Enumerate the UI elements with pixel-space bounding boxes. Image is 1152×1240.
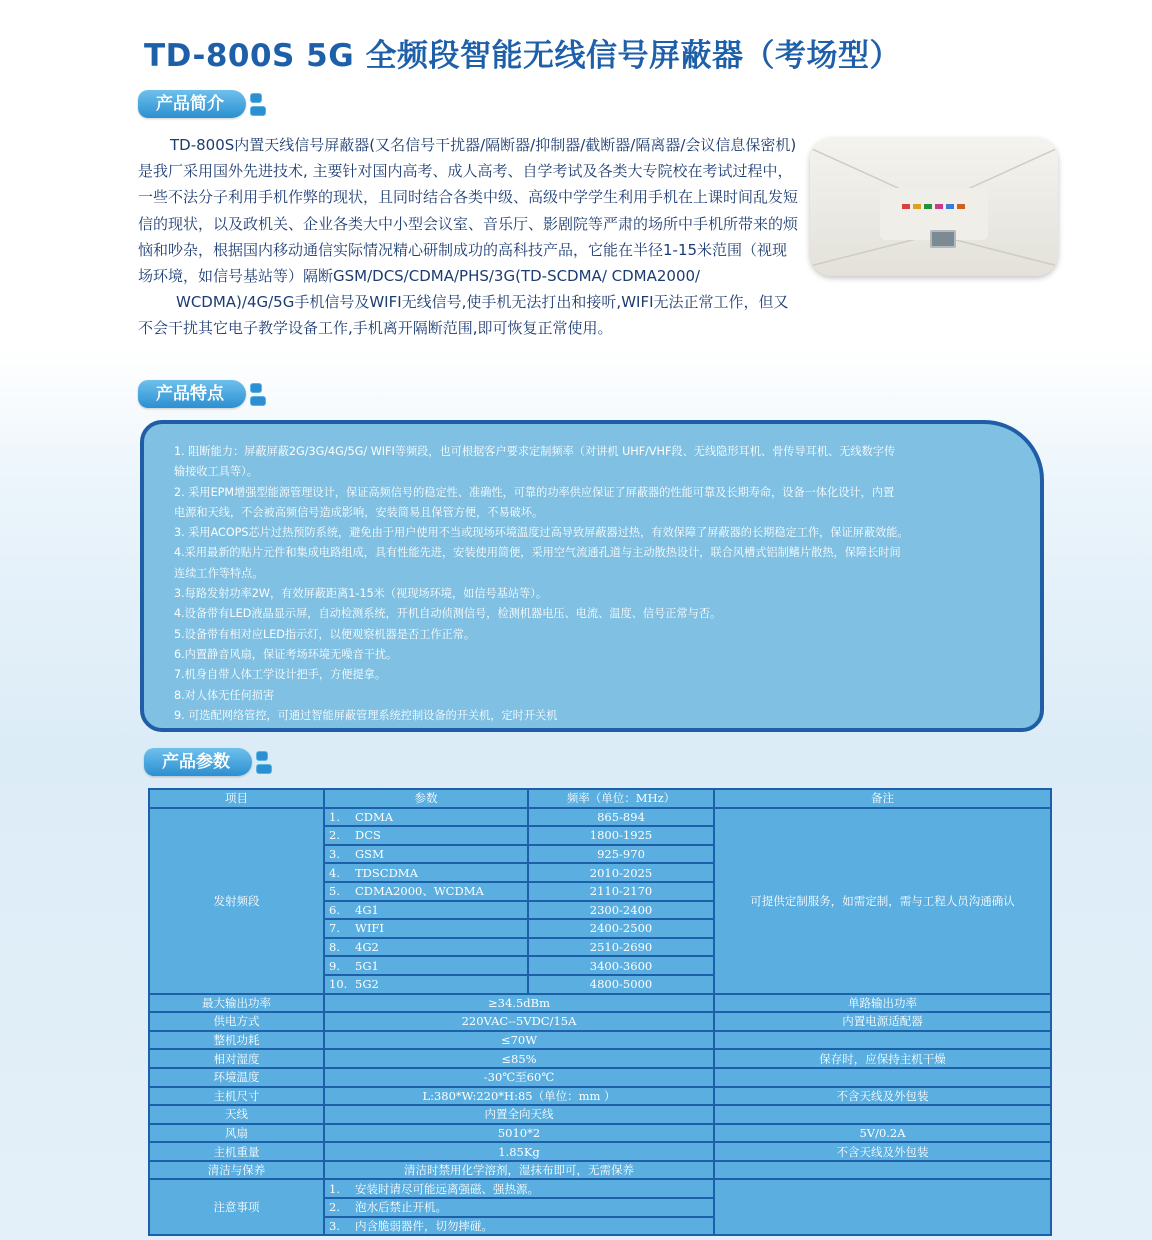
spec-item-cell: 最大输出功率: [149, 994, 324, 1013]
tab-decoration-icon: [250, 93, 266, 116]
spec-item-cell: 相对湿度: [149, 1049, 324, 1068]
band-number: 5.: [329, 884, 340, 899]
feature-item: 5.设备带有相对应LED指示灯，以便观察机器是否工作正常。: [174, 627, 476, 641]
band-param-cell: [324, 826, 528, 845]
feature-item: 1. 阻断能力：屏蔽屏蔽2G/3G/4G/5G/ WIFI等频段，也可根据客户要求定制频率（对讲机 UHF/VHF段、无线隐形耳机、骨传导耳机、无线数字传: [174, 445, 896, 458]
led-indicator: [913, 204, 921, 209]
section-label-params: 产品参数: [144, 748, 252, 776]
note-number: 2.: [329, 1200, 340, 1215]
band-frequency-cell: 865-894: [528, 808, 714, 827]
note-text: 内含脆弱器件，切勿摔碰。: [355, 1218, 493, 1233]
spec-item-cell: 清洁与保养: [149, 1161, 324, 1180]
spec-remark-cell: [714, 1031, 1051, 1050]
band-param-cell: [324, 863, 528, 882]
band-frequency-cell: 2510-2690: [528, 938, 714, 957]
spec-value-cell: 1.85Kg: [324, 1142, 714, 1161]
band-name: CDMA: [355, 809, 394, 824]
table-row: [149, 1105, 1051, 1124]
spec-remark-cell: 5V/0.2A: [714, 1124, 1051, 1143]
spec-value-cell: ≤85%: [324, 1049, 714, 1068]
feature-item: 8.对人体无任何损害: [174, 688, 275, 702]
feature-item: 4.采用最新的贴片元件和集成电路组成，具有性能先进，安装使用简便，采用空气流通孔道与主动散热设计，联合风槽式铝制鳍片散热，保障长时间: [174, 546, 901, 560]
note-cell: [324, 1217, 714, 1236]
header-frequency: 频率（单位：MHz）: [528, 789, 714, 808]
table-row: [149, 1087, 1051, 1106]
table-row: [149, 1142, 1051, 1161]
intro-paragraph-continued: WCDMA)/4G/5G手机信号及WIFI无线信号,使手机无法打出和接听,WIFI无法正常工作，但又不会干扰其它电子教学设备工作,手机离开隔断范围,即可恢复正常使用。: [138, 293, 789, 338]
band-number: 7.: [329, 921, 340, 936]
note-cell: [324, 1198, 714, 1217]
section-label-intro: 产品简介: [138, 90, 246, 118]
band-number: 2.: [329, 828, 340, 843]
feature-item: 电源和天线，不会被高频信号造成影响，安装简易且保管方便，不易破坏。: [174, 505, 544, 519]
band-frequency-cell: 2300-2400: [528, 901, 714, 920]
band-number: 6.: [329, 902, 340, 917]
band-param-cell: [324, 845, 528, 864]
spec-remark-cell: [714, 1105, 1051, 1124]
section-tab-intro: [138, 90, 266, 118]
band-param-cell: [324, 808, 528, 827]
band-frequency-cell: 1800-1925: [528, 826, 714, 845]
spec-remark-cell: 不含天线及外包装: [714, 1142, 1051, 1161]
band-frequency-cell: 2400-2500: [528, 919, 714, 938]
spec-value-cell: ≥34.5dBm: [324, 994, 714, 1013]
spec-remark-cell: [714, 1068, 1051, 1087]
band-number: 9.: [329, 958, 340, 973]
band-name: 5G2: [355, 977, 379, 992]
spec-remark-cell: 不含天线及外包装: [714, 1087, 1051, 1106]
table-row: [149, 1124, 1051, 1143]
features-panel: [140, 420, 1044, 732]
spec-remark-cell: 内置电源适配器: [714, 1012, 1051, 1031]
spec-remark-cell: 单路输出功率: [714, 994, 1051, 1013]
table-row: [149, 1179, 1051, 1198]
led-indicator: [935, 204, 943, 209]
led-indicator: [902, 204, 910, 209]
band-param-cell: [324, 919, 528, 938]
feature-item: 4.设备带有LED液晶显示屏，自动检测系统，开机自动侦测信号，检测机器电压、电流、温度、信号正常与否。: [174, 607, 722, 621]
note-text: 泡水后禁止开机。: [355, 1200, 447, 1215]
spec-value-cell: 清洁时禁用化学溶剂，湿抹布即可，无需保养: [324, 1161, 714, 1180]
spec-item-cell: 风扇: [149, 1124, 324, 1143]
band-param-cell: [324, 956, 528, 975]
feature-item: 2. 采用EPM增强型能源管理设计，保证高频信号的稳定性、准确性，可靠的功率供应保证了屏蔽器的性能可靠及长期寿命，设备一体化设计，内置: [174, 485, 895, 499]
header-remark: 备注: [714, 789, 1051, 808]
band-label-cell: 发射频段: [149, 808, 324, 994]
band-param-cell: [324, 975, 528, 994]
spec-value-cell: -30℃至60℃: [324, 1068, 714, 1087]
band-name: CDMA2000、WCDMA: [355, 884, 484, 899]
spec-item-cell: 环境温度: [149, 1068, 324, 1087]
band-name: GSM: [355, 847, 384, 862]
spec-value-cell: 220VAC--5VDC/15A: [324, 1012, 714, 1031]
tab-decoration-icon: [250, 383, 266, 406]
spec-remark-cell: 保存时，应保持主机干燥: [714, 1049, 1051, 1068]
spec-item-cell: 主机重量: [149, 1142, 324, 1161]
led-indicator: [924, 204, 932, 209]
intro-paragraph: TD-800S内置天线信号屏蔽器(又名信号干扰器/隔断器/抑制器/截断器/隔离器/会议信息保密机)是我厂采用国外先进技术, 主要针对国内高考、成人高考、自学考试及各类大专院校在考试过程中，一些不法分子利用手机作弊的现状，且同时结合各类中级、高级中学学生利用手机在上课时间乱发短信的现状，以及政机关、企业各类大中小型会议室、音乐厅、影剧院等严肃的场所中手机所带来的烦恼和吵杂，根据国内移动通信实际情况精心研制成功的高科技产品，它能在半径1-15米范围（视现场环境，如信号基站等）隔断GSM/DCS/CDMA/PHS/3G(TD-SCDMA/ CDMA2000/: [138, 136, 799, 286]
led-indicator: [957, 204, 965, 209]
intro-text: [138, 132, 798, 342]
feature-item: 3.每路发射功率2W，有效屏蔽距离1-15米（视现场环境，如信号基站等）。: [174, 587, 548, 601]
note-text: 安装时请尽可能远离强磁、强热源。: [355, 1181, 539, 1196]
band-frequency-cell: 925-970: [528, 845, 714, 864]
page-title: TD-800S 5G 全频段智能无线信号屏蔽器（考场型）: [144, 38, 901, 74]
band-name: WIFI: [355, 921, 384, 936]
band-frequency-cell: 2110-2170: [528, 882, 714, 901]
band-frequency-cell: 3400-3600: [528, 956, 714, 975]
table-row: [149, 1049, 1051, 1068]
band-remark-cell: 可提供定制服务，如需定制，需与工程人员沟通确认: [714, 808, 1051, 994]
table-row: [149, 1068, 1051, 1087]
band-frequency-cell: 2010-2025: [528, 863, 714, 882]
spec-value-cell: 内置全向天线: [324, 1105, 714, 1124]
feature-item: 7.机身自带人体工学设计把手，方便提拿。: [174, 668, 387, 682]
tab-decoration-icon: [256, 751, 272, 774]
band-name: DCS: [355, 828, 381, 843]
band-name: 4G2: [355, 940, 379, 955]
spec-value-cell: L:380*W:220*H:85（单位：mm ）: [324, 1087, 714, 1106]
notes-remark-cell: [714, 1179, 1051, 1235]
feature-item: 连续工作等特点。: [174, 566, 264, 580]
spec-item-cell: 天线: [149, 1105, 324, 1124]
product-image: [810, 138, 1058, 276]
indicator-leds: [902, 204, 965, 209]
band-frequency-cell: 4800-5000: [528, 975, 714, 994]
table-header-row: [149, 789, 1051, 808]
table-row: [149, 1031, 1051, 1050]
band-number: 10.: [329, 977, 348, 992]
band-number: 3.: [329, 847, 340, 862]
features-list: [174, 442, 1014, 726]
band-param-cell: [324, 882, 528, 901]
header-item: 项目: [149, 789, 324, 808]
table-row: [149, 1161, 1051, 1180]
feature-item: 6.内置静音风扇，保证考场环境无噪音干扰。: [174, 647, 398, 661]
band-param-cell: [324, 938, 528, 957]
feature-item: 3. 采用ACOPS芯片过热预防系统，避免由于用户使用不当或现场环境温度过高导致屏蔽器过热，有效保障了屏蔽器的长期稳定工作，保证屏蔽效能。: [174, 526, 909, 540]
table-row: [149, 994, 1051, 1013]
spec-item-cell: 整机功耗: [149, 1031, 324, 1050]
band-name: 4G1: [355, 902, 379, 917]
table-row: [149, 808, 1051, 827]
band-number: 4.: [329, 865, 340, 880]
table-row: [149, 1012, 1051, 1031]
spec-item-cell: 主机尺寸: [149, 1087, 324, 1106]
feature-item: 9. 可选配网络管控，可通过智能屏蔽管理系统控制设备的开关机，定时开关机: [174, 708, 558, 722]
band-name: 5G1: [355, 958, 379, 973]
section-tab-params: [144, 748, 272, 776]
led-indicator: [946, 204, 954, 209]
lcd-display: [930, 230, 956, 248]
note-number: 3.: [329, 1218, 340, 1233]
feature-item: 输接收工具等）。: [174, 465, 258, 479]
spec-remark-cell: [714, 1161, 1051, 1180]
band-number: 1.: [329, 809, 340, 824]
header-param: 参数: [324, 789, 528, 808]
notes-label-cell: 注意事项: [149, 1179, 324, 1235]
note-number: 1.: [329, 1181, 340, 1196]
band-number: 8.: [329, 940, 340, 955]
section-label-features: 产品特点: [138, 380, 246, 408]
spec-value-cell: ≤70W: [324, 1031, 714, 1050]
band-param-cell: [324, 901, 528, 920]
spec-item-cell: 供电方式: [149, 1012, 324, 1031]
band-name: TDSCDMA: [355, 865, 418, 880]
spec-value-cell: 5010*2: [324, 1124, 714, 1143]
section-tab-features: [138, 380, 266, 408]
spec-table: [148, 788, 1052, 1236]
note-cell: [324, 1179, 714, 1198]
